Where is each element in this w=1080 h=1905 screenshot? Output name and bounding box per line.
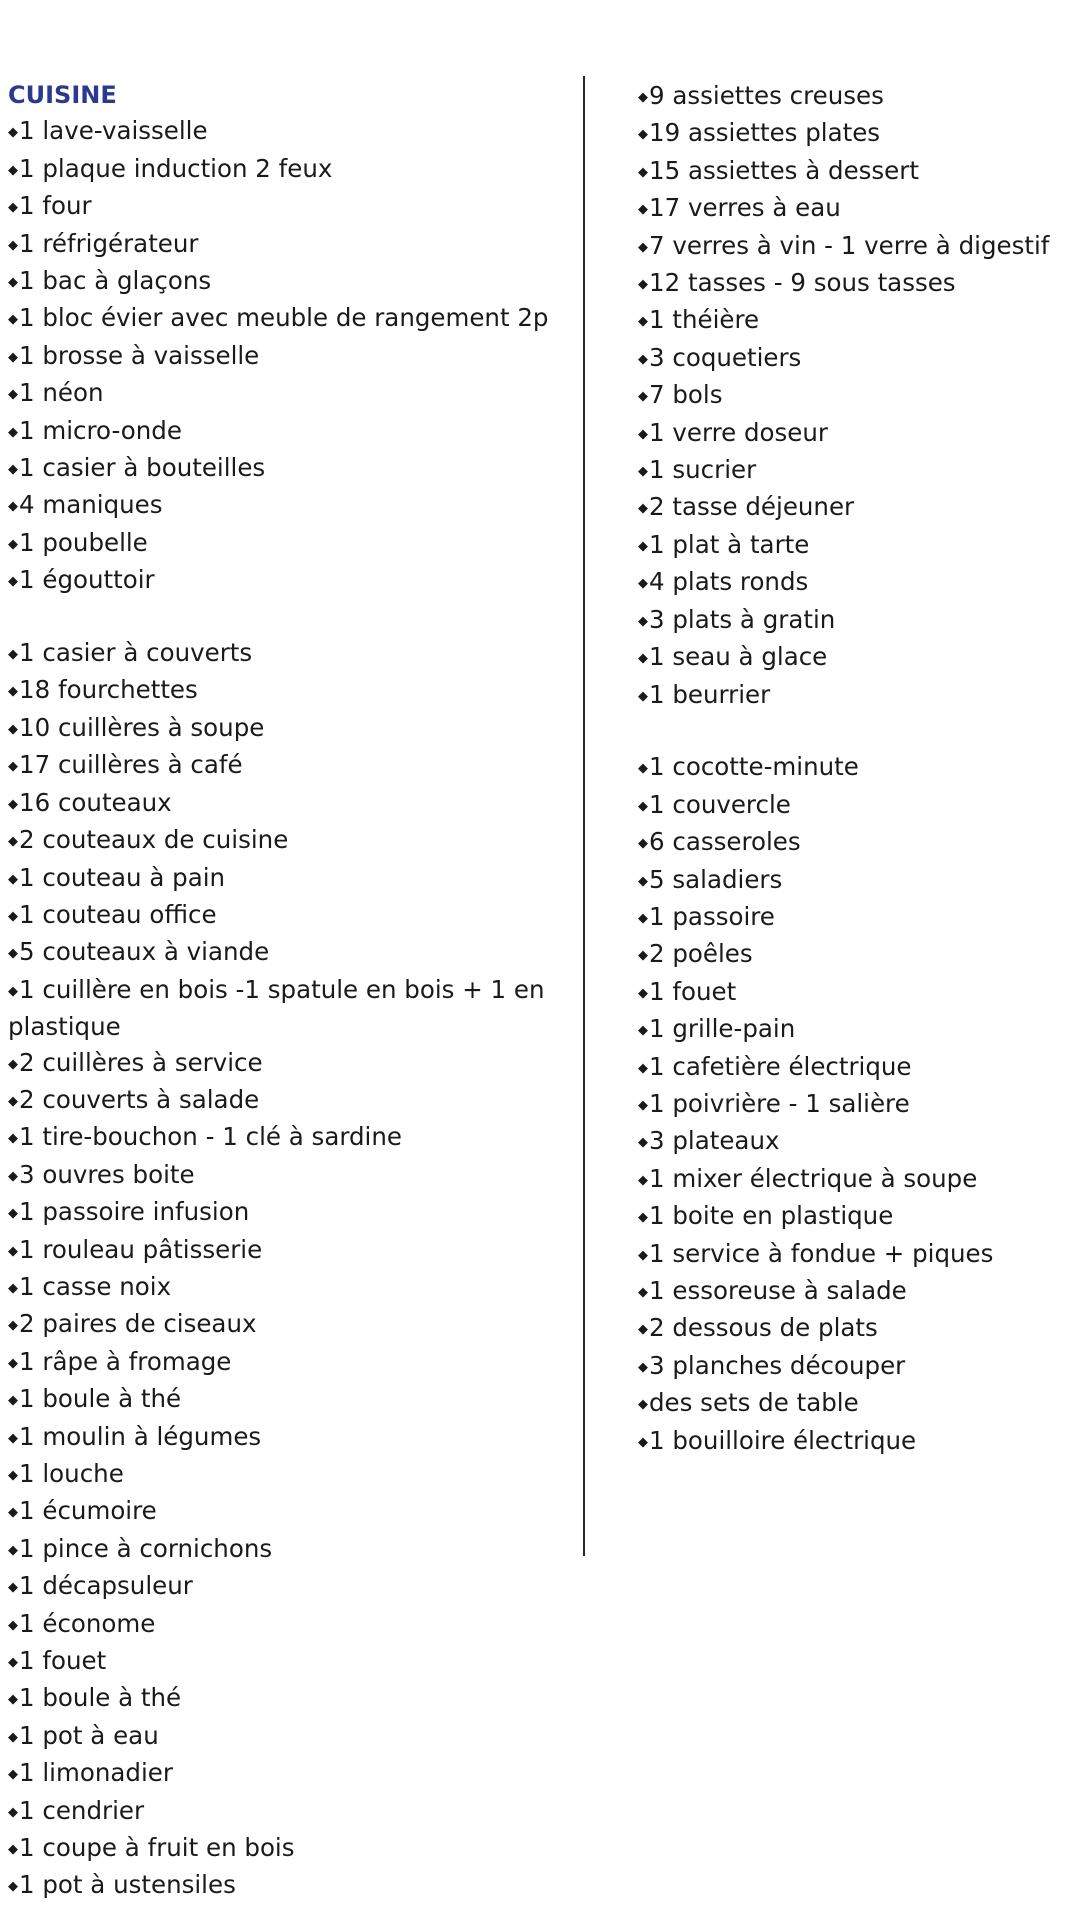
diamond-bullet-icon: ◆ bbox=[8, 200, 18, 216]
list-item bbox=[8, 1793, 568, 1830]
diamond-bullet-icon: ◆ bbox=[638, 576, 648, 592]
item-text: 1 verre doseur bbox=[649, 417, 828, 447]
item-text: 19 assiettes plates bbox=[649, 118, 881, 148]
item-text: 1 poivrière - 1 salière bbox=[649, 1088, 910, 1118]
list-item bbox=[638, 602, 1078, 639]
item-text: 16 couteaux bbox=[19, 787, 172, 817]
item-text: 1 cocotte-minute bbox=[649, 752, 859, 782]
item-text: 1 boule à thé bbox=[19, 1384, 182, 1414]
diamond-bullet-icon: ◆ bbox=[8, 237, 18, 253]
diamond-bullet-icon: ◆ bbox=[8, 1131, 18, 1147]
diamond-bullet-icon: ◆ bbox=[8, 275, 18, 291]
list-item bbox=[638, 1236, 1078, 1273]
item-text: 18 fourchettes bbox=[19, 675, 198, 705]
list-item bbox=[8, 487, 568, 524]
list-item bbox=[638, 1385, 1078, 1422]
item-text: 2 tasse déjeuner bbox=[649, 492, 855, 522]
item-text: 1 micro-onde bbox=[19, 415, 182, 445]
list-item bbox=[8, 1119, 568, 1156]
item-text: 1 économe bbox=[19, 1608, 156, 1638]
item-text: 1 passoire infusion bbox=[19, 1197, 250, 1227]
item-text: 2 couteaux de cuisine bbox=[19, 825, 289, 855]
diamond-bullet-icon: ◆ bbox=[8, 1655, 18, 1671]
diamond-bullet-icon: ◆ bbox=[8, 499, 18, 515]
list-item bbox=[8, 1680, 568, 1717]
list-item bbox=[8, 1643, 568, 1680]
list-item bbox=[638, 1011, 1078, 1048]
diamond-bullet-icon: ◆ bbox=[638, 1210, 648, 1226]
diamond-bullet-icon: ◆ bbox=[638, 873, 648, 889]
diamond-bullet-icon: ◆ bbox=[8, 1729, 18, 1745]
list-item bbox=[8, 1755, 568, 1792]
list-item bbox=[8, 338, 568, 375]
item-text: 1 bac à glaçons bbox=[19, 266, 212, 296]
diamond-bullet-icon: ◆ bbox=[8, 1580, 18, 1596]
list-item bbox=[8, 1194, 568, 1231]
item-text: 3 ouvres boite bbox=[19, 1159, 195, 1189]
diamond-bullet-icon: ◆ bbox=[638, 538, 648, 554]
diamond-bullet-icon: ◆ bbox=[8, 1430, 18, 1446]
diamond-bullet-icon: ◆ bbox=[8, 312, 18, 328]
diamond-bullet-icon: ◆ bbox=[8, 1056, 18, 1072]
diamond-bullet-icon: ◆ bbox=[8, 1767, 18, 1783]
item-text: 3 plats à gratin bbox=[649, 604, 836, 634]
item-text: 2 poêles bbox=[649, 939, 753, 969]
list-item bbox=[638, 452, 1078, 489]
diamond-bullet-icon: ◆ bbox=[638, 1023, 648, 1039]
item-text: 5 couteaux à viande bbox=[19, 937, 270, 967]
diamond-bullet-icon: ◆ bbox=[8, 1804, 18, 1820]
diamond-bullet-icon: ◆ bbox=[8, 983, 18, 999]
item-text: 3 plateaux bbox=[649, 1126, 780, 1156]
diamond-bullet-icon: ◆ bbox=[8, 1505, 18, 1521]
diamond-bullet-icon: ◆ bbox=[638, 1284, 648, 1300]
diamond-bullet-icon: ◆ bbox=[8, 125, 18, 141]
list-item bbox=[8, 1082, 568, 1119]
item-text: 5 saladiers bbox=[649, 864, 783, 894]
item-text: 1 bloc évier avec meuble de rangement 2p bbox=[19, 303, 549, 333]
list-item bbox=[8, 635, 568, 672]
list-item bbox=[638, 639, 1078, 676]
diamond-bullet-icon: ◆ bbox=[638, 1097, 648, 1113]
list-item bbox=[8, 113, 568, 150]
right-column bbox=[638, 78, 1078, 1460]
list-item bbox=[638, 1161, 1078, 1198]
item-text: 1 service à fondue + piques bbox=[649, 1238, 994, 1268]
diamond-bullet-icon: ◆ bbox=[638, 389, 648, 405]
diamond-bullet-icon: ◆ bbox=[638, 426, 648, 442]
list-item bbox=[8, 525, 568, 562]
item-text: 17 verres à eau bbox=[649, 193, 841, 223]
item-text: 1 égouttoir bbox=[19, 565, 155, 595]
diamond-bullet-icon: ◆ bbox=[638, 127, 648, 143]
item-text: 2 paires de ciseaux bbox=[19, 1309, 257, 1339]
list-item bbox=[638, 489, 1078, 526]
list-item bbox=[8, 972, 568, 1045]
item-text: 1 couteau à pain bbox=[19, 862, 226, 892]
diamond-bullet-icon: ◆ bbox=[638, 761, 648, 777]
item-text: 1 couteau office bbox=[19, 899, 217, 929]
list-item bbox=[8, 1568, 568, 1605]
diamond-bullet-icon: ◆ bbox=[8, 387, 18, 403]
diamond-bullet-icon: ◆ bbox=[638, 798, 648, 814]
item-text: 9 assiettes creuses bbox=[649, 81, 884, 110]
item-text: 6 casseroles bbox=[649, 827, 801, 857]
diamond-bullet-icon: ◆ bbox=[638, 1060, 648, 1076]
diamond-bullet-icon: ◆ bbox=[638, 501, 648, 517]
item-text: 1 boule à thé bbox=[19, 1683, 182, 1713]
diamond-bullet-icon: ◆ bbox=[8, 349, 18, 365]
list-item bbox=[638, 265, 1078, 302]
list-item bbox=[8, 785, 568, 822]
diamond-bullet-icon: ◆ bbox=[8, 1879, 18, 1895]
list-item bbox=[638, 749, 1078, 786]
diamond-bullet-icon: ◆ bbox=[638, 1247, 648, 1263]
diamond-bullet-icon: ◆ bbox=[8, 424, 18, 440]
list-item bbox=[638, 1123, 1078, 1160]
diamond-bullet-icon: ◆ bbox=[8, 1093, 18, 1109]
list-item bbox=[8, 151, 568, 188]
list-item bbox=[8, 562, 568, 599]
diamond-bullet-icon: ◆ bbox=[638, 1359, 648, 1375]
list-item bbox=[8, 1344, 568, 1381]
item-text: 1 néon bbox=[19, 378, 104, 408]
item-text: 1 décapsuleur bbox=[19, 1571, 193, 1601]
list-item bbox=[638, 1049, 1078, 1086]
item-text: 1 cendrier bbox=[19, 1795, 145, 1825]
list-item bbox=[638, 1273, 1078, 1310]
list-item bbox=[638, 302, 1078, 339]
diamond-bullet-icon: ◆ bbox=[8, 1318, 18, 1334]
list-item bbox=[638, 1423, 1078, 1460]
diamond-bullet-icon: ◆ bbox=[638, 1397, 648, 1413]
diamond-bullet-icon: ◆ bbox=[638, 985, 648, 1001]
list-item bbox=[638, 190, 1078, 227]
diamond-bullet-icon: ◆ bbox=[8, 536, 18, 552]
list-item bbox=[8, 1493, 568, 1530]
list-item bbox=[638, 115, 1078, 152]
list-item bbox=[638, 936, 1078, 973]
list-item bbox=[8, 672, 568, 709]
diamond-bullet-icon: ◆ bbox=[8, 1393, 18, 1409]
item-text: 7 bols bbox=[649, 380, 723, 410]
diamond-bullet-icon: ◆ bbox=[638, 164, 648, 180]
list-item bbox=[638, 974, 1078, 1011]
diamond-bullet-icon: ◆ bbox=[8, 162, 18, 178]
diamond-bullet-icon: ◆ bbox=[638, 651, 648, 667]
item-text: 1 louche bbox=[19, 1459, 124, 1488]
item-text: 1 rouleau pâtisserie bbox=[19, 1234, 263, 1264]
diamond-bullet-icon: ◆ bbox=[8, 684, 18, 700]
diamond-bullet-icon: ◆ bbox=[8, 1206, 18, 1222]
diamond-bullet-icon: ◆ bbox=[8, 759, 18, 775]
list-item bbox=[8, 747, 568, 784]
section-heading: CUISINE bbox=[8, 81, 117, 109]
diamond-bullet-icon: ◆ bbox=[638, 90, 648, 105]
list-item bbox=[8, 934, 568, 971]
item-text: 1 passoire bbox=[649, 901, 775, 931]
item-text: 1 seau à glace bbox=[649, 642, 828, 672]
list-item bbox=[8, 1606, 568, 1643]
item-text: 10 cuillères à soupe bbox=[19, 712, 265, 742]
list-item bbox=[8, 822, 568, 859]
diamond-bullet-icon: ◆ bbox=[638, 464, 648, 480]
list-item bbox=[8, 188, 568, 225]
diamond-bullet-icon: ◆ bbox=[638, 1135, 648, 1151]
list-item bbox=[638, 1348, 1078, 1385]
list-item bbox=[8, 1157, 568, 1194]
list-item bbox=[638, 415, 1078, 452]
list-item bbox=[638, 787, 1078, 824]
diamond-bullet-icon: ◆ bbox=[638, 1172, 648, 1188]
list-item bbox=[638, 377, 1078, 414]
diamond-bullet-icon: ◆ bbox=[8, 647, 18, 663]
item-text: 1 théière bbox=[649, 305, 760, 335]
list-item bbox=[8, 897, 568, 934]
item-text: 1 plaque induction 2 feux bbox=[19, 153, 333, 183]
list-item bbox=[638, 228, 1078, 265]
item-text: 1 brosse à vaisselle bbox=[19, 340, 260, 370]
item-text: 1 limonadier bbox=[19, 1758, 173, 1788]
list-item bbox=[638, 1198, 1078, 1235]
list-item bbox=[638, 862, 1078, 899]
item-text: 1 plat à tarte bbox=[649, 529, 810, 559]
item-text: des sets de table bbox=[649, 1388, 859, 1418]
item-text: 1 mixer électrique à soupe bbox=[649, 1163, 978, 1193]
diamond-bullet-icon: ◆ bbox=[638, 688, 648, 704]
item-text: 1 pot à eau bbox=[19, 1720, 159, 1750]
item-text: 3 coquetiers bbox=[649, 342, 802, 372]
item-text: 1 coupe à fruit en bois bbox=[19, 1833, 295, 1863]
list-item bbox=[8, 375, 568, 412]
list-item bbox=[8, 263, 568, 300]
item-text: 1 casier à couverts bbox=[19, 638, 253, 668]
diamond-bullet-icon: ◆ bbox=[8, 721, 18, 737]
item-text: 1 fouet bbox=[649, 976, 737, 1006]
diamond-bullet-icon: ◆ bbox=[638, 948, 648, 964]
item-text: 1 bouilloire électrique bbox=[649, 1425, 917, 1455]
item-text: 1 moulin à légumes bbox=[19, 1421, 262, 1451]
column-divider bbox=[583, 76, 585, 1556]
diamond-bullet-icon: ◆ bbox=[8, 1617, 18, 1633]
list-item bbox=[8, 1381, 568, 1418]
diamond-bullet-icon: ◆ bbox=[8, 1168, 18, 1184]
list-item bbox=[638, 899, 1078, 936]
list-item bbox=[8, 1045, 568, 1082]
item-text: 1 râpe à fromage bbox=[19, 1346, 232, 1376]
diamond-bullet-icon: ◆ bbox=[8, 1842, 18, 1858]
diamond-bullet-icon: ◆ bbox=[638, 314, 648, 330]
diamond-bullet-icon: ◆ bbox=[8, 1692, 18, 1708]
diamond-bullet-icon: ◆ bbox=[8, 1355, 18, 1371]
item-text: 7 verres à vin - 1 verre à digestif bbox=[649, 230, 1050, 260]
diamond-bullet-icon: ◆ bbox=[8, 871, 18, 887]
item-text: 1 casier à bouteilles bbox=[19, 453, 266, 483]
list-spacer bbox=[8, 600, 568, 635]
list-item bbox=[638, 153, 1078, 190]
item-text: 1 fouet bbox=[19, 1646, 107, 1676]
diamond-bullet-icon: ◆ bbox=[8, 1468, 18, 1483]
diamond-bullet-icon: ◆ bbox=[8, 1243, 18, 1259]
list-item bbox=[8, 1531, 568, 1568]
item-text: 15 assiettes à dessert bbox=[649, 155, 919, 185]
diamond-bullet-icon: ◆ bbox=[638, 277, 648, 293]
list-item bbox=[8, 226, 568, 263]
list-item bbox=[638, 78, 1078, 115]
diamond-bullet-icon: ◆ bbox=[8, 1542, 18, 1558]
diamond-bullet-icon: ◆ bbox=[638, 202, 648, 218]
list-item bbox=[638, 564, 1078, 601]
item-text: 1 sucrier bbox=[649, 455, 757, 485]
list-item bbox=[638, 340, 1078, 377]
item-text: 1 pince à cornichons bbox=[19, 1533, 273, 1563]
item-text: 1 écumoire bbox=[19, 1496, 157, 1526]
list-item bbox=[638, 824, 1078, 861]
diamond-bullet-icon: ◆ bbox=[638, 1322, 648, 1338]
list-spacer bbox=[638, 714, 1078, 749]
item-text: 1 réfrigérateur bbox=[19, 228, 199, 258]
item-text: 1 grille-pain bbox=[649, 1014, 796, 1044]
list-item bbox=[8, 1232, 568, 1269]
diamond-bullet-icon: ◆ bbox=[8, 946, 18, 962]
list-item bbox=[8, 860, 568, 897]
list-item bbox=[8, 1718, 568, 1755]
item-text: 1 tire-bouchon - 1 clé à sardine bbox=[19, 1122, 402, 1152]
diamond-bullet-icon: ◆ bbox=[638, 836, 648, 852]
diamond-bullet-icon: ◆ bbox=[8, 1280, 18, 1296]
diamond-bullet-icon: ◆ bbox=[638, 239, 648, 255]
list-item bbox=[8, 1419, 568, 1456]
item-text: 2 couverts à salade bbox=[19, 1084, 260, 1114]
list-item bbox=[8, 1456, 568, 1493]
list-item bbox=[8, 450, 568, 487]
item-text: 1 cafetière électrique bbox=[649, 1051, 912, 1081]
list-item bbox=[638, 527, 1078, 564]
item-text: 4 maniques bbox=[19, 490, 163, 520]
item-text: 1 couvercle bbox=[649, 789, 791, 819]
item-text: 17 cuillères à café bbox=[19, 750, 243, 780]
list-item bbox=[8, 1269, 568, 1306]
item-text: 1 poubelle bbox=[19, 527, 148, 557]
list-item bbox=[8, 300, 568, 337]
item-text: 1 beurrier bbox=[649, 679, 771, 709]
item-text: 1 pot à ustensiles bbox=[19, 1870, 236, 1900]
item-text: 3 planches découper bbox=[649, 1350, 906, 1380]
item-text: 12 tasses - 9 sous tasses bbox=[649, 268, 956, 298]
list-item bbox=[638, 1310, 1078, 1347]
item-text: 1 essoreuse à salade bbox=[649, 1275, 907, 1305]
list-item bbox=[8, 1867, 568, 1904]
item-text: 1 boite en plastique bbox=[649, 1201, 894, 1231]
list-item bbox=[638, 677, 1078, 714]
item-text: 2 dessous de plats bbox=[649, 1313, 878, 1343]
diamond-bullet-icon: ◆ bbox=[8, 462, 18, 478]
diamond-bullet-icon: ◆ bbox=[638, 613, 648, 629]
item-text: 1 cuillère en bois -1 spatule en bois + 1 en plastique bbox=[8, 974, 545, 1042]
diamond-bullet-icon: ◆ bbox=[8, 796, 18, 812]
list-item bbox=[8, 710, 568, 747]
diamond-bullet-icon: ◆ bbox=[8, 908, 18, 924]
item-text: 1 four bbox=[19, 191, 92, 221]
item-text: 2 cuillères à service bbox=[19, 1047, 263, 1077]
diamond-bullet-icon: ◆ bbox=[8, 834, 18, 850]
list-item bbox=[8, 1306, 568, 1343]
item-text: 4 plats ronds bbox=[649, 567, 809, 597]
diamond-bullet-icon: ◆ bbox=[8, 574, 18, 590]
item-text: 1 casse noix bbox=[19, 1271, 172, 1301]
item-text: 1 lave-vaisselle bbox=[19, 116, 208, 146]
diamond-bullet-icon: ◆ bbox=[638, 1434, 648, 1450]
list-item bbox=[8, 413, 568, 450]
diamond-bullet-icon: ◆ bbox=[638, 351, 648, 367]
diamond-bullet-icon: ◆ bbox=[638, 910, 648, 926]
left-column bbox=[8, 78, 568, 1905]
list-item bbox=[638, 1086, 1078, 1123]
